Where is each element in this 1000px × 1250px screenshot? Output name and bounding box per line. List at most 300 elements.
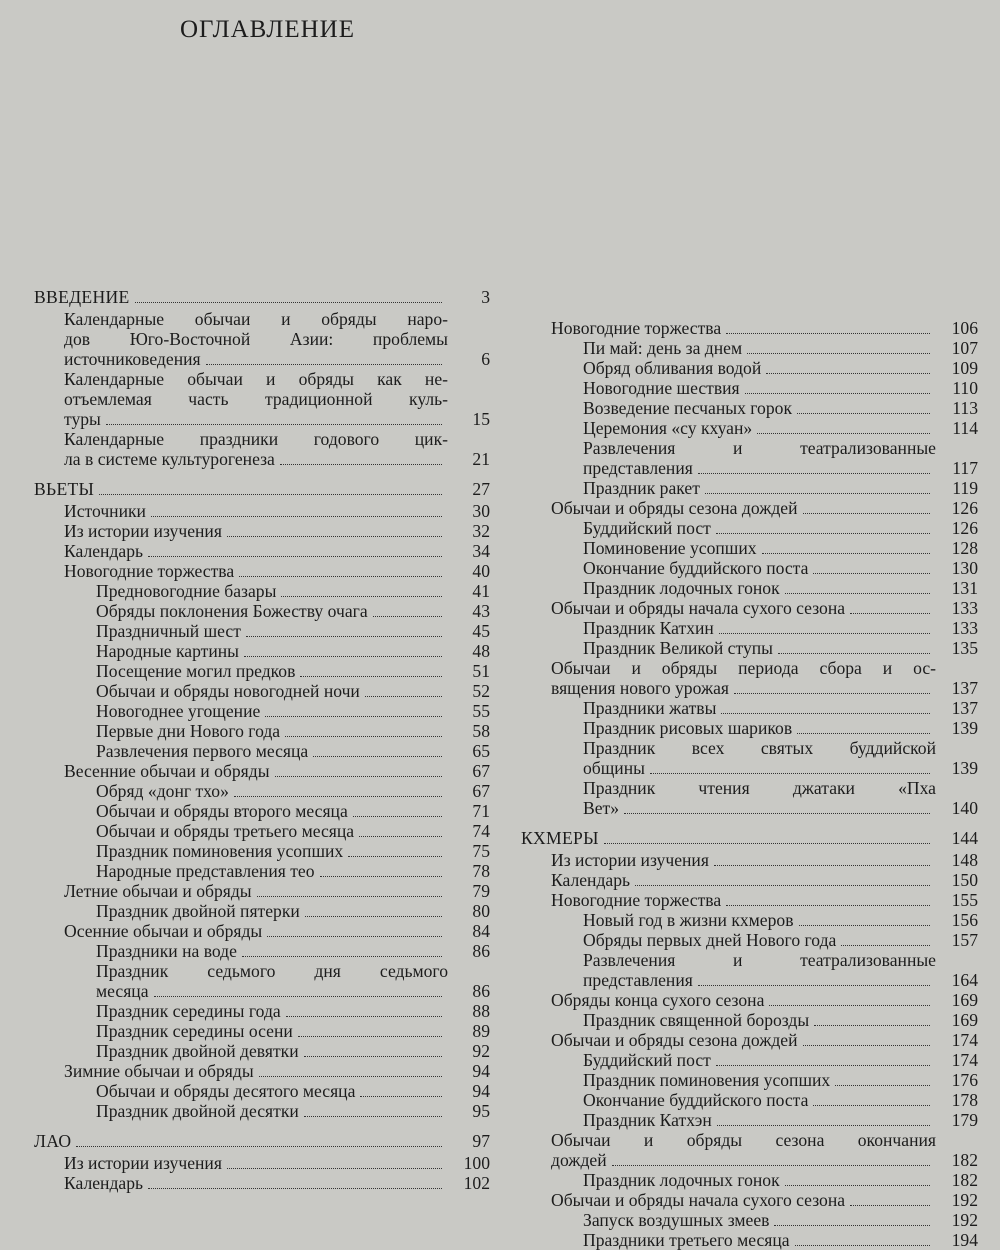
toc-entry-title (96, 661, 448, 681)
dot-leader (721, 713, 930, 714)
toc-page-number: 137 (951, 678, 978, 698)
toc-page-number: 97 (472, 1131, 490, 1151)
toc-entry-title (96, 721, 448, 741)
dot-leader (795, 1245, 930, 1246)
toc-page-number: 126 (951, 498, 978, 518)
toc-entry (34, 821, 490, 841)
toc-page-number: 135 (951, 638, 978, 658)
toc-entry-line: представления (583, 458, 693, 478)
dot-leader (304, 1116, 442, 1117)
toc-entry (34, 661, 490, 681)
toc-page-number: 45 (472, 621, 490, 641)
toc-page-number: 114 (952, 418, 978, 438)
dot-leader (717, 1125, 930, 1126)
dot-leader (814, 1025, 930, 1026)
toc-entry-line: Праздник священной борозды (583, 1010, 810, 1030)
toc-page-number: 169 (951, 1010, 978, 1030)
toc-entry-title (64, 1061, 448, 1081)
dot-leader (154, 996, 442, 997)
toc-entry-title (583, 478, 936, 498)
toc-entry-line: месяца (96, 981, 149, 1001)
dot-leader (635, 885, 930, 886)
toc-page-number: 6 (481, 349, 490, 369)
toc-page-number: 113 (952, 398, 978, 418)
toc-entry-line: ЛАО (34, 1131, 72, 1151)
toc-entry (34, 881, 490, 901)
dot-leader (650, 773, 930, 774)
toc-entry-title (583, 358, 936, 378)
dot-leader (604, 843, 930, 844)
toc-entry (521, 828, 978, 848)
toc-entry-line: Праздник рисовых шариков (583, 718, 793, 738)
toc-entry (521, 338, 978, 358)
toc-entry-line: Обряд «донг тхо» (96, 781, 229, 801)
toc-page-number: 21 (472, 449, 490, 469)
toc-entry (521, 498, 978, 518)
toc-page-number: 80 (472, 901, 490, 921)
toc-entry (34, 941, 490, 961)
dot-leader (624, 813, 930, 814)
toc-entry-line: Праздник лодочных гонок (583, 1170, 780, 1190)
dot-leader (766, 373, 930, 374)
toc-entry-line: туры (64, 409, 101, 429)
toc-page-number: 94 (472, 1061, 490, 1081)
toc-entry (521, 638, 978, 658)
dot-leader (762, 553, 930, 554)
toc-page-number: 106 (951, 318, 978, 338)
toc-page-number: 157 (951, 930, 978, 950)
toc-page-number: 178 (951, 1090, 978, 1110)
toc-page-number: 67 (472, 781, 490, 801)
toc-entry-line: Пи май: день за днем (583, 338, 743, 358)
toc-entry (521, 1030, 978, 1050)
dot-leader (799, 925, 930, 926)
toc-entry (521, 518, 978, 538)
toc-page-number: 89 (472, 1021, 490, 1041)
toc-entry-line: Новогодние шествия (583, 378, 740, 398)
dot-leader (850, 1205, 930, 1206)
toc-entry (34, 861, 490, 881)
toc-page-number: 139 (951, 718, 978, 738)
dot-leader (365, 696, 442, 697)
toc-entry (34, 1101, 490, 1121)
toc-entry-title (34, 479, 448, 499)
toc-page-number: 182 (951, 1170, 978, 1190)
toc-entry-title (96, 701, 448, 721)
toc-page-number: 15 (472, 409, 490, 429)
toc-entry-title (583, 738, 936, 778)
toc-page-number: 43 (472, 601, 490, 621)
toc-entry-line: ВВЕДЕНИЕ (34, 287, 130, 307)
toc-entry-line: источниковедения (64, 349, 201, 369)
dot-leader (774, 1225, 930, 1226)
toc-page-number: 164 (951, 970, 978, 990)
dot-leader (320, 876, 442, 877)
toc-entry (34, 761, 490, 781)
toc-left-column (34, 287, 490, 1193)
toc-entry-title (96, 801, 448, 821)
toc-entry-title (551, 1190, 936, 1210)
toc-entry-line: Праздничный шест (96, 621, 241, 641)
dot-leader (239, 576, 442, 577)
toc-page-number: 86 (472, 981, 490, 1001)
toc-page-number: 109 (951, 358, 978, 378)
dot-leader (745, 393, 930, 394)
toc-entry (521, 1130, 978, 1170)
toc-entry-line: Обряды конца сухого сезона (551, 990, 765, 1010)
toc-entry-line: Обычаи и обряды начала сухого сезона (551, 1190, 846, 1210)
toc-page-number: 176 (951, 1070, 978, 1090)
toc-entry (34, 721, 490, 741)
dot-leader (698, 473, 930, 474)
toc-page-number: 140 (951, 798, 978, 818)
toc-entry (521, 578, 978, 598)
toc-entry-line: Народные представления тео (96, 861, 315, 881)
dot-leader (286, 1016, 442, 1017)
dot-leader (206, 364, 442, 365)
toc-entry-line: Окончание буддийского поста (583, 558, 809, 578)
dot-leader (281, 596, 442, 597)
toc-entry (521, 1010, 978, 1030)
toc-entry-title (96, 1021, 448, 1041)
toc-entry-line: дов Юго-Восточной Азии: проблемы (64, 329, 448, 349)
toc-entry-line: дождей (551, 1150, 607, 1170)
toc-page-number: 67 (472, 761, 490, 781)
toc-entry-title (583, 698, 936, 718)
dot-leader (726, 905, 930, 906)
toc-entry-title (551, 890, 936, 910)
toc-entry-line: Календарные обычаи и обряды как не- (64, 369, 448, 389)
toc-entry-line: Обычаи и обряды начала сухого сезона (551, 598, 846, 618)
toc-entry-line: Летние обычаи и обряды (64, 881, 252, 901)
toc-entry (521, 1110, 978, 1130)
dot-leader (305, 916, 442, 917)
toc-entry-line: общины (583, 758, 645, 778)
toc-entry-title (64, 369, 448, 429)
toc-entry-title (583, 538, 936, 558)
toc-entry-title (551, 870, 936, 890)
toc-entry (34, 641, 490, 661)
toc-entry-title (34, 1131, 448, 1151)
toc-entry-line: Праздник ракет (583, 478, 700, 498)
toc-entry (34, 601, 490, 621)
toc-entry-line: отъемлемая часть традиционной куль- (64, 389, 448, 409)
toc-entry-line: Развлечения и театрализованные (583, 438, 936, 458)
toc-page-number: 148 (951, 850, 978, 870)
toc-entry-title (96, 901, 448, 921)
toc-entry-title (551, 990, 936, 1010)
dot-leader (698, 985, 930, 986)
dot-leader (313, 756, 442, 757)
dot-leader (747, 353, 930, 354)
toc-entry (34, 841, 490, 861)
toc-page-number: 79 (472, 881, 490, 901)
toc-page-number: 130 (951, 558, 978, 578)
toc-entry (34, 781, 490, 801)
toc-entry-title (96, 681, 448, 701)
dot-leader (714, 865, 930, 866)
toc-entry (521, 418, 978, 438)
toc-entry (34, 309, 490, 369)
toc-page-number: 65 (472, 741, 490, 761)
dot-leader (726, 333, 930, 334)
toc-entry-line: Обычаи и обряды новогодней ночи (96, 681, 360, 701)
toc-entry-title (96, 841, 448, 861)
toc-page-number: 131 (951, 578, 978, 598)
toc-entry-line: Источники (64, 501, 146, 521)
toc-entry (34, 521, 490, 541)
toc-page-number: 86 (472, 941, 490, 961)
dot-leader (785, 593, 930, 594)
toc-entry-title (96, 781, 448, 801)
toc-entry (521, 358, 978, 378)
toc-entry-line: ВЬЕТЫ (34, 479, 95, 499)
toc-entry (521, 558, 978, 578)
toc-entry-line: Новогодние торжества (551, 318, 722, 338)
toc-entry-title (583, 1050, 936, 1070)
toc-entry-line: Первые дни Нового года (96, 721, 281, 741)
dot-leader (359, 836, 442, 837)
dot-leader (259, 1076, 442, 1077)
toc-entry (34, 1173, 490, 1193)
toc-entry-line: Посещение могил предков (96, 661, 296, 681)
toc-entry-line: Праздники на воде (96, 941, 237, 961)
dot-leader (612, 1165, 930, 1166)
toc-entry-title (551, 1030, 936, 1050)
toc-entry (34, 287, 490, 307)
toc-entry-title (583, 1070, 936, 1090)
toc-entry-line: Народные картины (96, 641, 239, 661)
dot-leader (797, 413, 930, 414)
toc-right-column (521, 318, 978, 1250)
toc-entry (521, 718, 978, 738)
toc-entry-line: Праздник Катхин (583, 618, 714, 638)
toc-entry-title (64, 1153, 448, 1173)
toc-entry-title (583, 578, 936, 598)
toc-entry (521, 1050, 978, 1070)
toc-entry (34, 1081, 490, 1101)
toc-entry-title (583, 1230, 936, 1250)
toc-entry (521, 378, 978, 398)
toc-entry-title (64, 921, 448, 941)
toc-page-number: 41 (472, 581, 490, 601)
toc-page-number: 51 (472, 661, 490, 681)
toc-page-number: 52 (472, 681, 490, 701)
toc-entry-line: Праздники жатвы (583, 698, 717, 718)
toc-page-number: 100 (463, 1153, 490, 1173)
toc-page-number: 88 (472, 1001, 490, 1021)
dot-leader (360, 1096, 442, 1097)
toc-entry-line: Из истории изучения (551, 850, 709, 870)
toc-entry (521, 850, 978, 870)
dot-leader (275, 776, 442, 777)
toc-entry-line: Обряд обливания водой (583, 358, 762, 378)
dot-leader (148, 556, 442, 557)
toc-entry-title (64, 429, 448, 469)
toc-entry (34, 1131, 490, 1151)
toc-entry-title (583, 1010, 936, 1030)
toc-page-number: 30 (472, 501, 490, 521)
toc-page-number: 75 (472, 841, 490, 861)
toc-entry (34, 581, 490, 601)
dot-leader (778, 653, 930, 654)
toc-entry-title (96, 961, 448, 1001)
toc-page-number: 174 (951, 1030, 978, 1050)
toc-entry (34, 1041, 490, 1061)
toc-entry-line: Праздник поминовения усопших (96, 841, 344, 861)
toc-entry-line: ла в системе культурогенеза (64, 449, 275, 469)
toc-entry-line: Праздник двойной пятерки (96, 901, 300, 921)
toc-page-number: 3 (481, 287, 490, 307)
toc-entry (34, 1153, 490, 1173)
toc-entry (34, 479, 490, 499)
toc-page-number: 194 (951, 1230, 978, 1250)
toc-entry (521, 398, 978, 418)
toc-entry (521, 990, 978, 1010)
toc-entry (34, 1061, 490, 1081)
toc-entry-title (96, 821, 448, 841)
toc-page-number: 117 (952, 458, 978, 478)
dot-leader (227, 536, 442, 537)
dot-leader (716, 533, 930, 534)
toc-page-number: 40 (472, 561, 490, 581)
toc-entry-title (551, 658, 936, 698)
dot-leader (785, 1185, 930, 1186)
toc-entry-line: Праздник лодочных гонок (583, 578, 780, 598)
toc-entry (34, 1001, 490, 1021)
toc-entry-line: Осенние обычаи и обряды (64, 921, 263, 941)
toc-entry-line: КХМЕРЫ (521, 828, 599, 848)
toc-entry-line: Календарь (64, 541, 144, 561)
toc-entry-line: Календарь (64, 1173, 144, 1193)
toc-entry-line: Обычаи и обряды третьего месяца (96, 821, 355, 841)
toc-entry-title (96, 861, 448, 881)
dot-leader (373, 616, 442, 617)
toc-entry-line: Окончание буддийского поста (583, 1090, 809, 1110)
page-title: ОГЛАВЛЕНИЕ (180, 16, 355, 43)
toc-entry-title (96, 1001, 448, 1021)
dot-leader (850, 613, 930, 614)
toc-entry-title (96, 1041, 448, 1061)
toc-entry-title (64, 521, 448, 541)
toc-entry-title (96, 621, 448, 641)
toc-entry-title (551, 598, 936, 618)
dot-leader (797, 733, 930, 734)
toc-entry (34, 1021, 490, 1041)
toc-entry-line: Буддийский пост (583, 518, 711, 538)
toc-entry (521, 1090, 978, 1110)
dot-leader (734, 693, 930, 694)
toc-entry-line: Запуск воздушных змеев (583, 1210, 770, 1230)
dot-leader (813, 1105, 930, 1106)
toc-page-number: 156 (951, 910, 978, 930)
toc-entry (34, 961, 490, 1001)
toc-page-number: 128 (951, 538, 978, 558)
toc-entry-line: представления (583, 970, 693, 990)
dot-leader (300, 676, 442, 677)
toc-entry (521, 698, 978, 718)
toc-entry-line: Развлечения первого месяца (96, 741, 309, 761)
toc-entry (34, 429, 490, 469)
dot-leader (285, 736, 442, 737)
toc-entry-title (64, 501, 448, 521)
toc-entry (34, 541, 490, 561)
dot-leader (304, 1056, 442, 1057)
dot-leader (803, 513, 930, 514)
toc-entry (521, 890, 978, 910)
toc-entry-title (583, 618, 936, 638)
toc-entry-line: вящения нового урожая (551, 678, 730, 698)
dot-leader (148, 1188, 442, 1189)
toc-entry (521, 738, 978, 778)
toc-entry-title (583, 950, 936, 990)
toc-entry-title (64, 881, 448, 901)
toc-page-number: 169 (951, 990, 978, 1010)
toc-entry (34, 621, 490, 641)
toc-entry-title (583, 930, 936, 950)
toc-entry (521, 618, 978, 638)
toc-entry-title (34, 287, 448, 307)
toc-entry-line: Из истории изучения (64, 1153, 222, 1173)
toc-entry-line: Из истории изучения (64, 521, 222, 541)
toc-entry-line: Обычаи и обряды сезона окончания (551, 1130, 936, 1150)
toc-page-number: 48 (472, 641, 490, 661)
dot-leader (841, 945, 930, 946)
toc-entry-line: Календарь (551, 870, 631, 890)
toc-entry-title (583, 378, 936, 398)
toc-page-number: 137 (951, 698, 978, 718)
toc-entry-line: Праздник Великой ступы (583, 638, 773, 658)
toc-entry-title (551, 318, 936, 338)
toc-entry-line: Праздник середины осени (96, 1021, 293, 1041)
toc-page-number: 182 (951, 1150, 978, 1170)
toc-page-number: 179 (951, 1110, 978, 1130)
toc-page-number: 126 (951, 518, 978, 538)
dot-leader (106, 424, 442, 425)
toc-entry (521, 930, 978, 950)
dot-leader (246, 636, 442, 637)
toc-entry-title (551, 850, 936, 870)
dot-leader (99, 494, 442, 495)
toc-entry (521, 950, 978, 990)
dot-leader (244, 656, 442, 657)
toc-entry-line: Календарные праздники годового цик- (64, 429, 448, 449)
toc-entry-title (96, 941, 448, 961)
dot-leader (705, 493, 930, 494)
dot-leader (716, 1065, 930, 1066)
toc-entry-title (64, 309, 448, 369)
dot-leader (813, 573, 930, 574)
toc-entry-line: Весенние обычаи и обряды (64, 761, 270, 781)
toc-entry-line: Календарные обычаи и обряды наро- (64, 309, 448, 329)
toc-entry-title (583, 418, 936, 438)
toc-entry-title (96, 601, 448, 621)
toc-entry (521, 538, 978, 558)
dot-leader (348, 856, 442, 857)
toc-entry (34, 701, 490, 721)
toc-entry (521, 1070, 978, 1090)
toc-page-number: 192 (951, 1210, 978, 1230)
toc-entry-line: Новогоднее угощение (96, 701, 261, 721)
dot-leader (757, 433, 930, 434)
toc-entry (34, 921, 490, 941)
dot-leader (803, 1045, 930, 1046)
toc-entry-title (64, 561, 448, 581)
toc-entry-line: Праздник Катхэн (583, 1110, 712, 1130)
toc-page-number: 92 (472, 1041, 490, 1061)
toc-entry (521, 1210, 978, 1230)
toc-entry-line: Обычаи и обряды десятого месяца (96, 1081, 356, 1101)
